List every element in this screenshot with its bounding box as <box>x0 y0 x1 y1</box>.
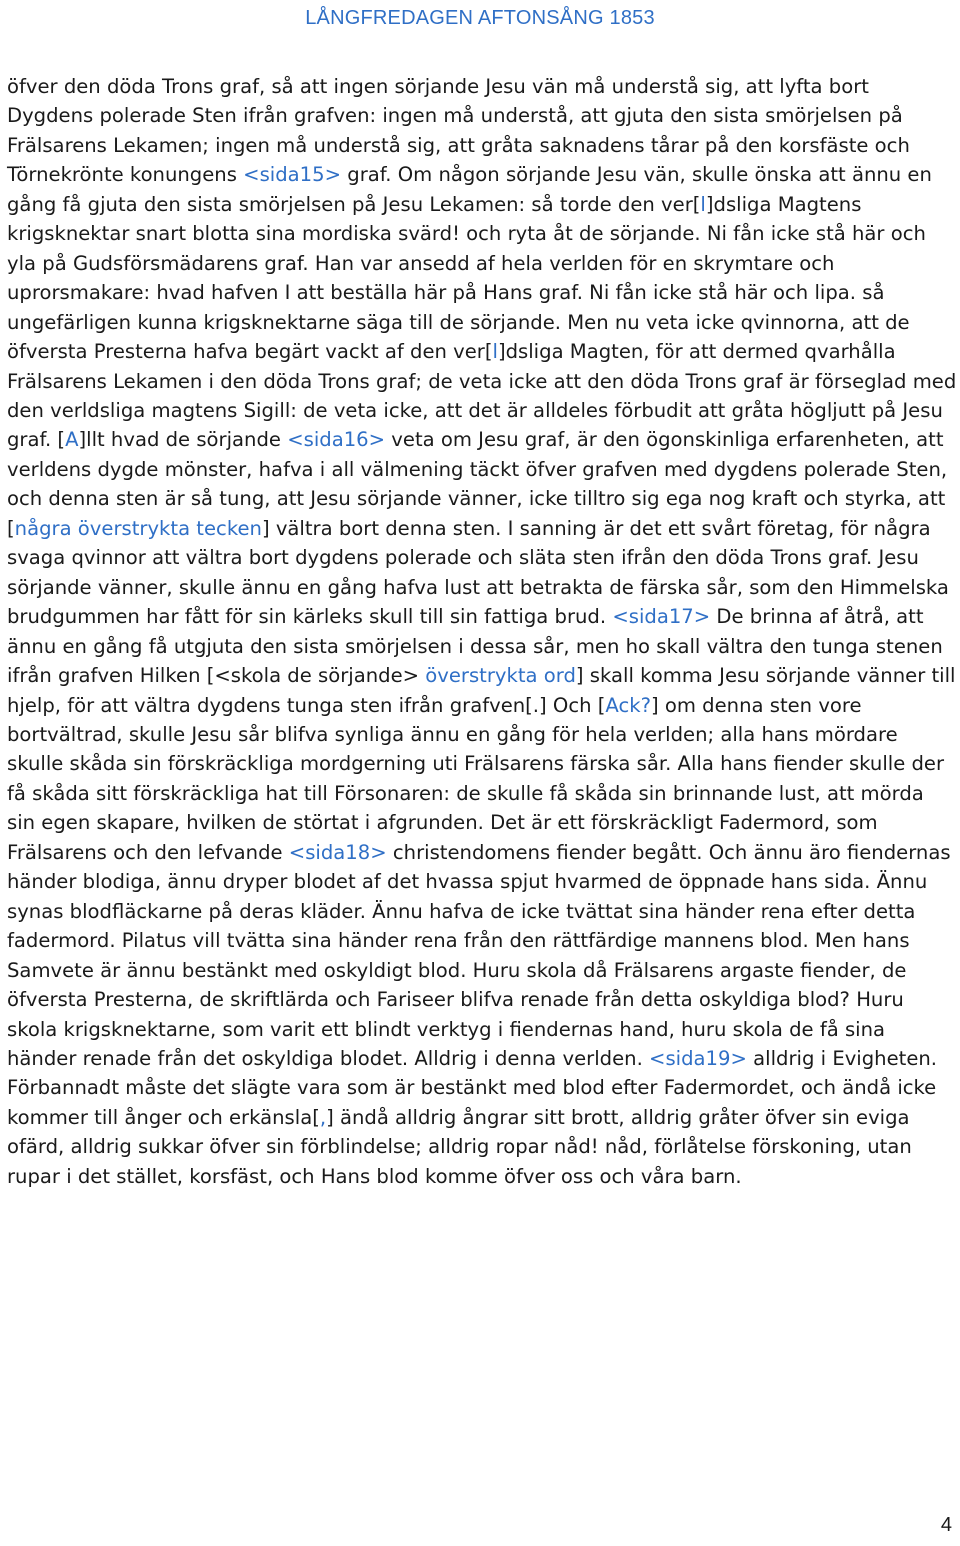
text-segment: ] ändå alldrig ångrar sitt brott, alldrig gråter öfver sin eviga ofärd, alldrig sukkar öfver sin förblindelse; alldrig ropar nåd! nåd, förlåtelse förskoning, utan rupar i det stället, korsfäst, och Hans blod komme öfver oss och våra barn. <box>7 1105 912 1188</box>
text-segment: öfver den döda Trons graf, så att ingen sörjande Jesu vän må understå sig, att lyfta bort Dygdens polerade Sten ifrån grafven: ingen må understå, att gjuta den sista smörjelsen på Frälsarens Lekamen; ingen må understå sig, att gråta saknadens tårar på den korsfäste och Törnekrönte konungens <box>7 75 910 187</box>
editorial-insertion: A <box>65 428 79 452</box>
editorial-insertion: l <box>700 192 706 216</box>
editorial-insertion: l <box>492 340 498 364</box>
editorial-note: Ack? <box>605 693 651 717</box>
text-segment: ]dsliga Magtens krigsknektar snart blotta sina mordiska svärd! och ryta åt de sörjande. Ni fån icke stå här och yla på Gudsförsmädarens graf. Han var ansedd af hela verlden för en skrymtare och uprorsmakare: hvad hafven I att beställa här på Hans graf. Ni fån icke stå här och lipa. så ungefärligen kunna krigsknektarne säga till de sörjande. Men nu veta icke qvinnorna, att de öfversta Presterna hafva begärt vackt af den ver[ <box>7 192 926 364</box>
text-segment: ] vältra bort denna sten. I sanning är det ett svårt företag, för några svaga qvinnor att vältra bort dygdens polerade och släta sten ifrån den döda Trons graf. Jesu sörjande vänner, skulle ännu en gång hafva lust att betrakta de färska sår, som den Himmelska brudgummen har fått för sin kärleks skull till sin fattiga brud. <box>7 516 949 629</box>
page-number: 4 <box>940 1514 952 1536</box>
text-segment: christendomens fiender begått. Och ännu äro fiendernas händer blodiga, ännu dryper blodet af det hvassa spjut hvarmed de öppnade hans sida. Ännu synas blodfläckarne på deras kläder. Ännu hafva de icke tvättat sina händer rena efter detta fadermord. Pilatus vill tvätta sina händer rena från den rättfärdige mannens blod. Men hans Samvete är ännu bestänkt med oskyldigt blod. Huru skola då Frälsarens argaste fiender, de öfversta Presterna, de skriftlärda och Fariseer blifva renade från detta oskyldiga blod? Huru skola krigsknektarne, som varit ett blindt verktyg i fiendernas hand, huru skola de få sina händer renade från det oskyldiga blodet. Alldrig i denna verlden. <box>7 840 951 1070</box>
body-text <box>7 72 957 1191</box>
text-segment: ]dsliga Magten, för att dermed qvarhålla Frälsarens Lekamen i den döda Trons graf; de veta icke att den döda Trons graf är förseglad med den verldsliga magtens Sigill: de veta icke, att det är alldeles förbudit att gråta högljutt på Jesu graf. [ <box>7 340 957 452</box>
page-marker: <sida19> <box>649 1046 747 1070</box>
page-marker: <sida15> <box>243 163 342 187</box>
text-segment: ] om denna sten vore bortvältrad, skulle Jesu sår blifva synliga ännu en gång för hela verlden; alla hans mördare skulle skåda sin förskräckliga mordgerning uti Frälsarens färska sår. Alla hans fiender skulle der få skåda sitt förskräckliga hat till Försonaren: de skulle få skåda sin brinnande lust, att mörda sin egen skapare, hvilken de störtat i afgrunden. Det är ett förskräckligt Fadermord, som Frälsarens och den lefvande <box>7 693 945 864</box>
editorial-note: överstrykta ord <box>425 664 576 688</box>
editorial-insertion: , <box>319 1105 327 1129</box>
text-segment: De brinna af åtrå, att ännu en gång få utgjuta den sista smörjelsen i dessa sår, men ho skall vältra den tunga stenen ifrån grafven Hilken [<skola de sörjande> <box>7 605 943 688</box>
text-segment: ] skall komma Jesu sörjande vänner till hjelp, för att vältra dygdens tunga sten ifrån grafven[.] Och [ <box>7 664 956 717</box>
page-marker: <sida18> <box>288 840 387 864</box>
editorial-note: några överstrykta tecken <box>14 516 262 540</box>
page-marker: <sida16> <box>287 428 386 452</box>
page-title: LÅNGFREDAGEN AFTONSÅNG 1853 <box>305 7 655 29</box>
page-marker: <sida17> <box>612 605 711 629</box>
text-segment: veta om Jesu graf, är den ögonskinliga erfarenheten, att verldens dygde mönster, hafva i all välmening täckt öfver grafven med dygdens polerade Sten, och denna sten är så tung, att Jesu sörjande vänner, icke tilltro sig ega nog kraft och styrka, att [ <box>7 428 948 540</box>
text-segment: alldrig i Evigheten. Förbannadt måste det slägte vara som är bestänkt med blod efter Fadermordet, och ändå icke kommer till ånger och erkänsla[ <box>7 1046 938 1129</box>
text-segment: ]llt hvad de sörjande <box>78 428 288 452</box>
text-segment: graf. Om någon sörjande Jesu vän, skulle önska att ännu en gång få gjuta den sista smörjelsen på Jesu Lekamen: så torde den ver[ <box>7 163 932 216</box>
